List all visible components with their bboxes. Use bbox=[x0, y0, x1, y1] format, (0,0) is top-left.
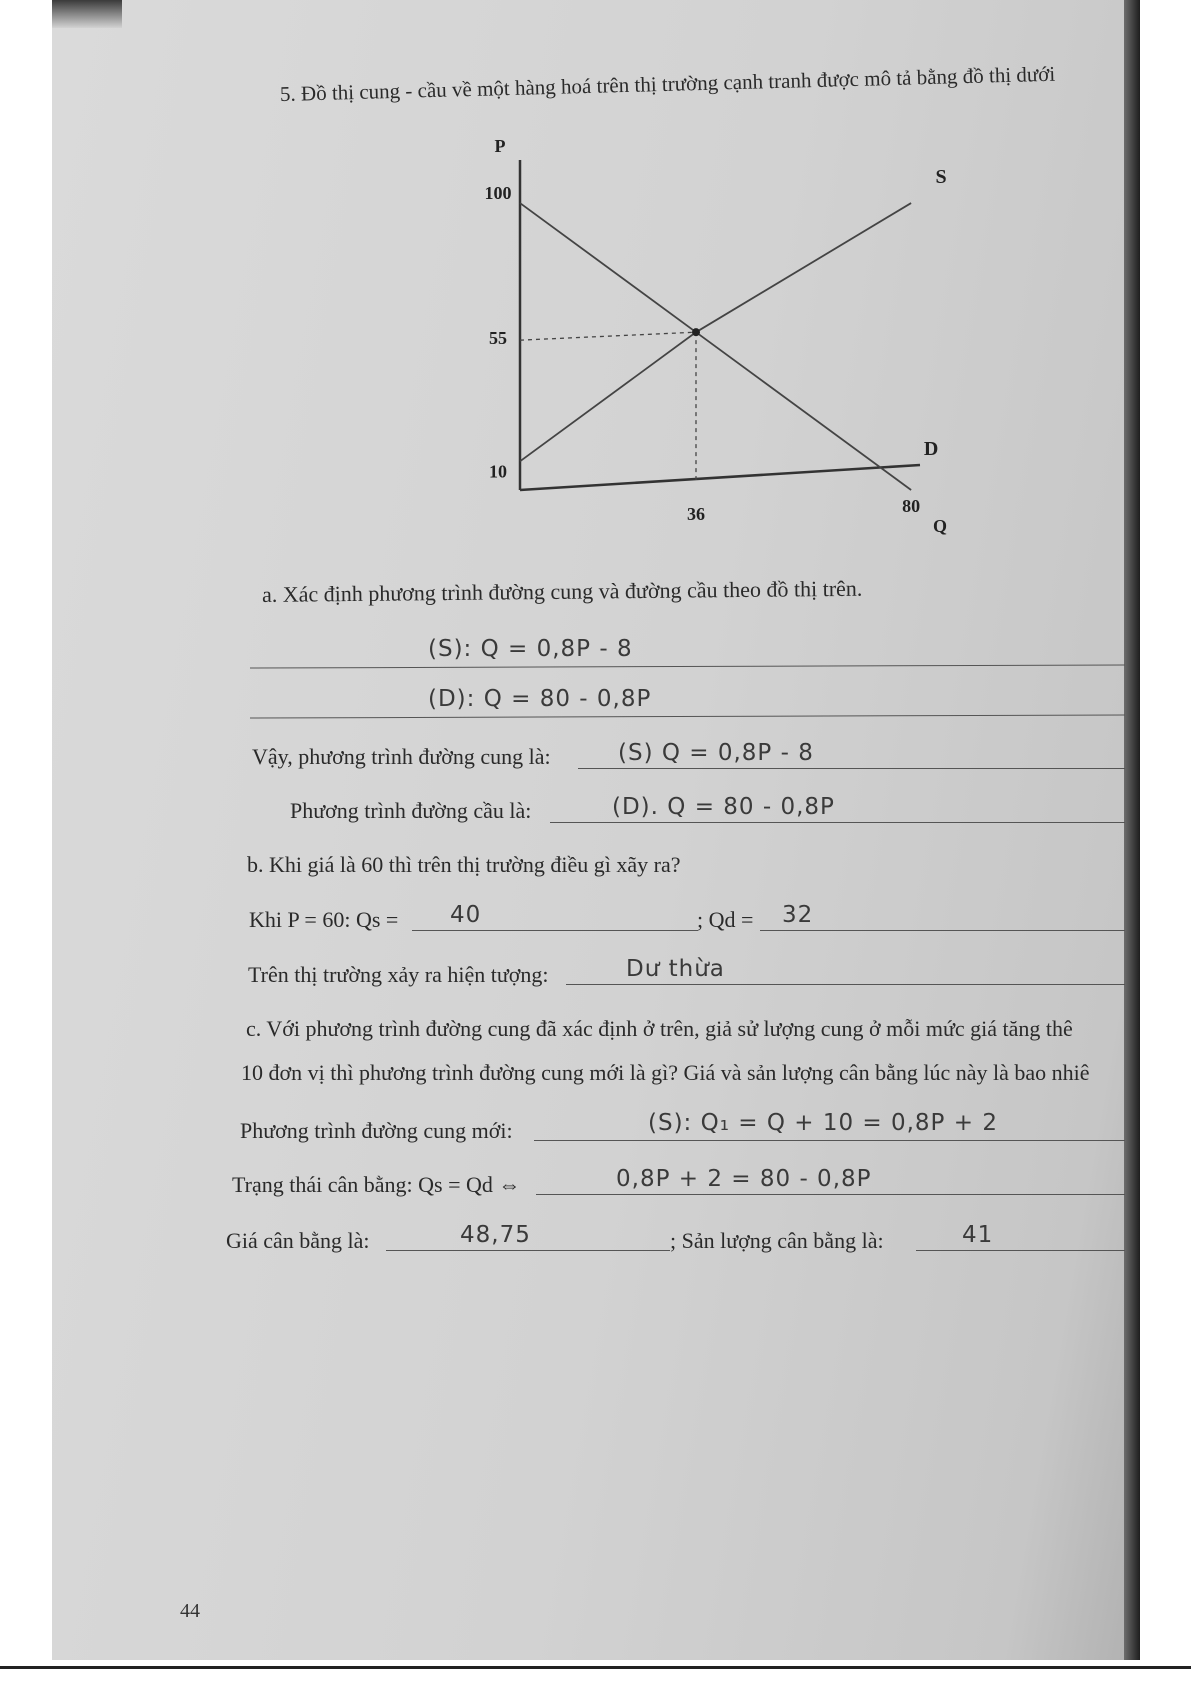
y-tick-label: 100 bbox=[484, 183, 512, 204]
phenomenon-label: Trên thị trường xảy ra hiện tượng: bbox=[248, 962, 549, 987]
equilibrium-quantity: 41 bbox=[962, 1222, 994, 1248]
phenomenon-value: Dư thừa bbox=[626, 956, 725, 982]
part-c-prompt-line1: c. Với phương trình đường cung đã xác định ở trên, giả sử lượng cung ở mỗi mức giá tăng thê bbox=[246, 1016, 1073, 1041]
supply-label: Vậy, phương trình đường cung là: bbox=[252, 744, 551, 769]
qs-label: Khi P = 60: Qs = bbox=[249, 907, 399, 932]
x-axis-title: Q bbox=[932, 516, 948, 536]
demand-answer: (D). Q = 80 - 0,8P bbox=[612, 794, 835, 820]
qd-value: 32 bbox=[782, 902, 814, 928]
answer-line bbox=[578, 768, 1125, 769]
part-c-prompt-line2: 10 đơn vị thì phương trình đường cung mới là gì? Giá và sản lượng cân bằng lúc này là bao nhiê bbox=[241, 1060, 1090, 1085]
answer-a-line2: (D): Q = 80 - 0,8P bbox=[428, 686, 652, 712]
part-b-prompt: b. Khi giá là 60 thì trên thị trường điều gì xãy ra? bbox=[247, 852, 681, 877]
quantity-label: ; Sản lượng cân bằng là: bbox=[670, 1228, 884, 1253]
page-shadow bbox=[52, 0, 122, 28]
page-number: 44 bbox=[180, 1600, 200, 1622]
new-supply-answer: (S): Q₁ = Q + 10 = 0,8P + 2 bbox=[648, 1110, 998, 1136]
equilibrium-answer: 0,8P + 2 = 80 - 0,8P bbox=[616, 1166, 872, 1192]
x-axis bbox=[520, 465, 920, 490]
question-title: 5. Đồ thị cung - cầu về một hàng hoá trên thị trường cạnh tranh được mô tả bằng đồ thị dưới bbox=[279, 61, 1056, 106]
x-tick-label: 80 bbox=[902, 496, 921, 516]
demand-label: Phương trình đường cầu là: bbox=[290, 798, 532, 823]
supply-answer: (S) Q = 0,8P - 8 bbox=[618, 740, 814, 766]
series-line-d bbox=[520, 203, 911, 490]
x-tick-label: 36 bbox=[687, 504, 705, 524]
series-label-s: S bbox=[935, 166, 947, 189]
part-a-prompt: a. Xác định phương trình đường cung và đường cầu theo đồ thị trên. bbox=[261, 575, 863, 607]
supply-demand-chart bbox=[440, 140, 980, 540]
price-label: Giá cân bằng là: bbox=[226, 1228, 370, 1253]
answer-line bbox=[550, 822, 1125, 823]
series-label-d: D bbox=[923, 438, 939, 460]
bottom-rule bbox=[0, 1666, 1191, 1669]
y-axis-title: P bbox=[494, 140, 506, 156]
answer-line bbox=[534, 1140, 1125, 1141]
answer-line bbox=[566, 984, 1125, 985]
equilibrium-label: Trạng thái cân bằng: Qs = Qd ⇔ bbox=[232, 1172, 521, 1197]
answer-line bbox=[916, 1250, 1125, 1251]
equilibrium-price-guide bbox=[520, 332, 696, 340]
answer-line bbox=[412, 930, 698, 931]
series-line-s bbox=[520, 203, 911, 461]
answer-line bbox=[386, 1250, 670, 1251]
qs-value: 40 bbox=[450, 902, 482, 928]
answer-line bbox=[536, 1194, 1125, 1195]
answer-a-line1: (S): Q = 0,8P - 8 bbox=[428, 636, 633, 662]
page-binding-shadow bbox=[1124, 0, 1140, 1660]
equilibrium-point bbox=[692, 328, 700, 336]
qd-label: ; Qd = bbox=[697, 907, 754, 932]
y-tick-label: 55 bbox=[489, 328, 507, 349]
answer-line bbox=[760, 930, 1125, 931]
y-tick-label: 10 bbox=[489, 461, 507, 482]
equilibrium-price: 48,75 bbox=[460, 1222, 531, 1248]
new-supply-label: Phương trình đường cung mới: bbox=[240, 1118, 513, 1143]
